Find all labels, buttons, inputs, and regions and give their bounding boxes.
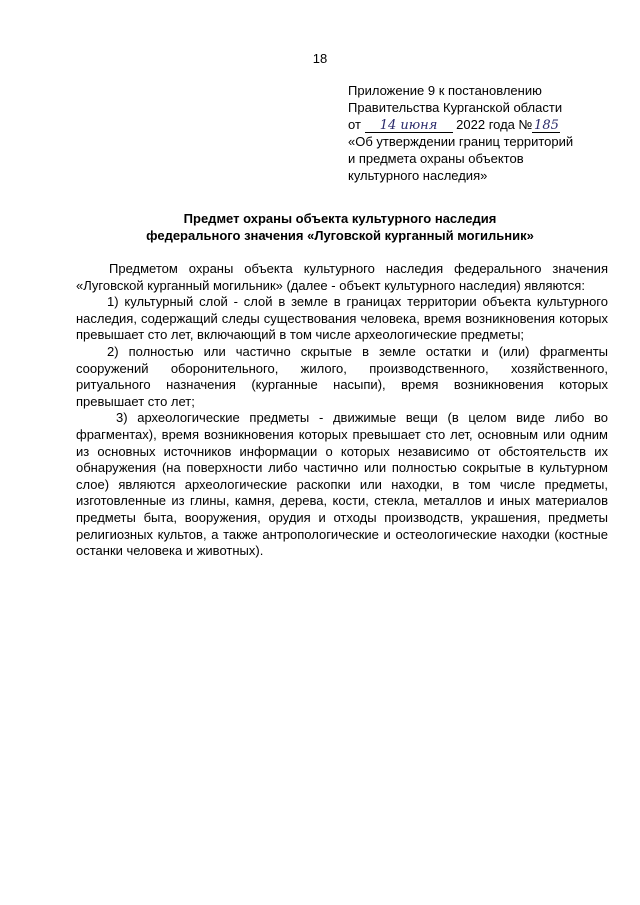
appendix-line-4: «Об утверждении границ территорий [348,134,574,149]
handwritten-date [365,118,453,133]
date-year: 2022 года № [456,117,533,132]
document-body [76,261,608,560]
appendix-line-1: Приложение 9 к постановлению [348,83,542,98]
title-line-2: федерального значения «Луговской курганный могильник» [146,228,534,243]
handwritten-date-text: 14 июня [379,118,438,133]
appendix-line-5: и предмета охраны объектов [348,151,524,166]
appendix-date-line [348,116,618,133]
item-3-paragraph: 3) археологические предметы - движимые вещи (в целом виде либо во фрагментах), время возникновения которых превышает сто лет, основным или одним из основных источников информации о которых независимо от обстоятельств их обнаружения (на поверхности либо частично или полностью сокрытые в культурном слое) являются археологические раскопки или находки, в том числе предметы, изготовленные из глины, камня, дерева, кости, стекла, металлов и иных материалов предметы быта, вооружения, орудия и отходы производств, украшения, предметы религиозных культов, а также антропологические и остеологические находки (костные останки человека и животных). [76,410,608,559]
intro-paragraph: Предметом охраны объекта культурного наследия федерального значения «Луговской курганный могильник» (далее - объект культурного наследия) являются: [76,261,608,293]
handwritten-number-text: 185 [534,118,559,133]
item-2-paragraph: 2) полностью или частично скрытые в земле остатки и (или) фрагменты сооружений оборонительного, жилого, производственного, хозяйственного, ритуального назначения (курганные насыпи), время возникновения которых превышает сто лет; [76,343,608,409]
item-1-paragraph: 1) культурный слой - слой в земле в границах территории объекта культурного наследия, содержащий следы существования человека, время возникновения которых превышает сто лет, включающий в том числе археологические предметы; [76,294,608,343]
title-line-1: Предмет охраны объекта культурного наследия [183,211,497,226]
handwritten-number [532,118,560,133]
page-number: 18 [312,51,328,66]
date-prefix: от [348,117,361,132]
appendix-line-2: Правительства Курганской области [348,100,563,115]
appendix-line-6: культурного наследия» [348,168,488,183]
appendix-header [348,82,618,184]
document-title [70,210,610,244]
